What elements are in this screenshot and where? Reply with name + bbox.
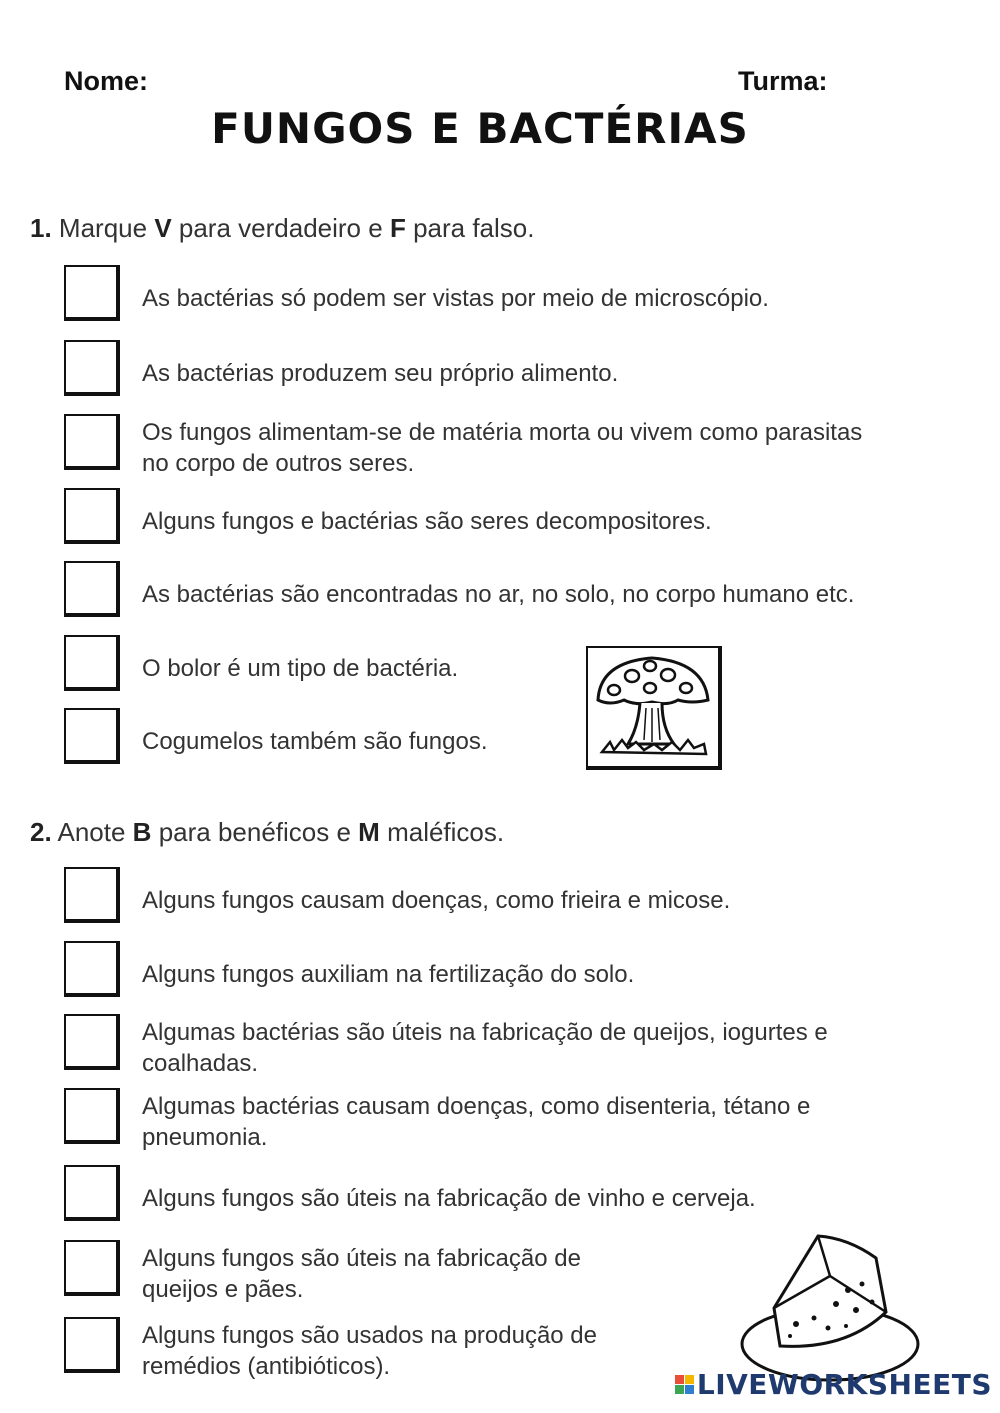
statement-line: pneumonia. (142, 1124, 268, 1151)
question-2-instruction (30, 817, 504, 848)
question-1-item (64, 340, 954, 404)
question-1-statement (142, 506, 712, 537)
statement-line: queijos e pães. (142, 1276, 304, 1303)
question-2-statement (142, 1320, 597, 1382)
statement-line: Alguns fungos são úteis na fabricação de vinho e cerveja. (142, 1185, 756, 1212)
question-1-answer-box[interactable] (64, 340, 120, 396)
name-label: Nome: (64, 66, 149, 96)
statement-line: Os fungos alimentam-se de matéria morta ou vivem como parasitas (142, 419, 863, 446)
statement-line: Cogumelos também são fungos. (142, 728, 488, 755)
question-1-instruction (30, 213, 534, 244)
question-1-answer-box[interactable] (64, 635, 120, 691)
question-2-answer-box[interactable] (64, 1014, 120, 1070)
question-1-answer-box[interactable] (64, 708, 120, 764)
question-2-answer-box[interactable] (64, 867, 120, 923)
instruction-text: para falso. (413, 213, 535, 243)
page-title: FUNGOS E BACTÉRIAS (211, 104, 749, 153)
question-2-answer-box[interactable] (64, 1088, 120, 1144)
cheese-illustration (736, 1228, 924, 1388)
mushroom-illustration (586, 646, 722, 770)
question-1-item (64, 265, 954, 329)
question-1-item (64, 708, 954, 772)
statement-line: As bactérias só podem ser vistas por meio de microscópio. (142, 285, 769, 312)
instruction-text: maléficos. (387, 817, 505, 847)
statement-line: coalhadas. (142, 1050, 259, 1077)
statement-line: remédios (antibióticos). (142, 1353, 391, 1380)
true-letter: V (154, 213, 172, 243)
question-1-statement (142, 726, 488, 757)
question-1-answer-box[interactable] (64, 265, 120, 321)
question-1-statement (142, 358, 618, 389)
question-2-item (64, 1165, 954, 1229)
question-1-item (64, 561, 954, 625)
question-1-answer-box[interactable] (64, 488, 120, 544)
question-2-statement (142, 1243, 581, 1305)
instruction-text: para verdadeiro e (178, 213, 383, 243)
statement-line: no corpo de outros seres. (142, 450, 415, 477)
statement-line: Algumas bactérias são úteis na fabricação de queijos, iogurtes e (142, 1019, 828, 1046)
statement-line: Alguns fungos são usados na produção de (142, 1322, 598, 1349)
false-letter: F (389, 213, 406, 243)
cheese-icon (736, 1228, 924, 1388)
brand-name: LIVEWORKSHEETS (696, 1368, 992, 1401)
question-2-statement (142, 1183, 756, 1214)
beneficial-letter: B (132, 817, 152, 847)
logo-icon (675, 1375, 694, 1394)
question-2-answer-box[interactable] (64, 941, 120, 997)
instruction-text: Marque (58, 213, 148, 243)
question-1-statement (142, 579, 854, 610)
statement-line: As bactérias são encontradas no ar, no solo, no corpo humano etc. (142, 581, 855, 608)
question-2-number: 2. (30, 817, 52, 847)
instruction-text: Anote (57, 817, 126, 847)
question-2-statement (142, 959, 634, 990)
question-2-statement (142, 1017, 828, 1079)
question-1-number: 1. (30, 213, 52, 243)
statement-line: Alguns fungos e bactérias são seres decompositores. (142, 508, 712, 535)
question-2-item (64, 867, 954, 931)
statement-line: As bactérias produzem seu próprio alimento. (142, 360, 619, 387)
question-1-statement (142, 283, 769, 314)
question-2-item (64, 1088, 954, 1152)
question-2-statement (142, 1091, 810, 1153)
logo-square (675, 1375, 684, 1384)
liveworksheets-logo (675, 1368, 992, 1401)
logo-square (675, 1385, 684, 1394)
statement-line: Alguns fungos auxiliam na fertilização do solo. (142, 961, 635, 988)
statement-line: Algumas bactérias causam doenças, como disenteria, tétano e (142, 1093, 811, 1120)
mushroom-icon (588, 648, 718, 766)
question-2-answer-box[interactable] (64, 1165, 120, 1221)
question-1-item (64, 488, 954, 552)
statement-line: O bolor é um tipo de bactéria. (142, 655, 459, 682)
statement-line: Alguns fungos causam doenças, como frieira e micose. (142, 887, 731, 914)
question-1-statement (142, 653, 458, 684)
question-1-statement (142, 417, 862, 479)
question-1-answer-box[interactable] (64, 561, 120, 617)
logo-square (685, 1385, 694, 1394)
question-2-item (64, 1014, 954, 1078)
logo-square (685, 1375, 694, 1384)
question-2-statement (142, 885, 730, 916)
question-1-item (64, 635, 954, 699)
question-2-answer-box[interactable] (64, 1317, 120, 1373)
harmful-letter: M (358, 817, 380, 847)
question-1-item (64, 414, 954, 478)
class-label: Turma: (738, 66, 828, 96)
question-2-answer-box[interactable] (64, 1240, 120, 1296)
question-2-item (64, 941, 954, 1005)
question-1-answer-box[interactable] (64, 414, 120, 470)
statement-line: Alguns fungos são úteis na fabricação de (142, 1245, 581, 1272)
instruction-text: para benéficos e (158, 817, 351, 847)
